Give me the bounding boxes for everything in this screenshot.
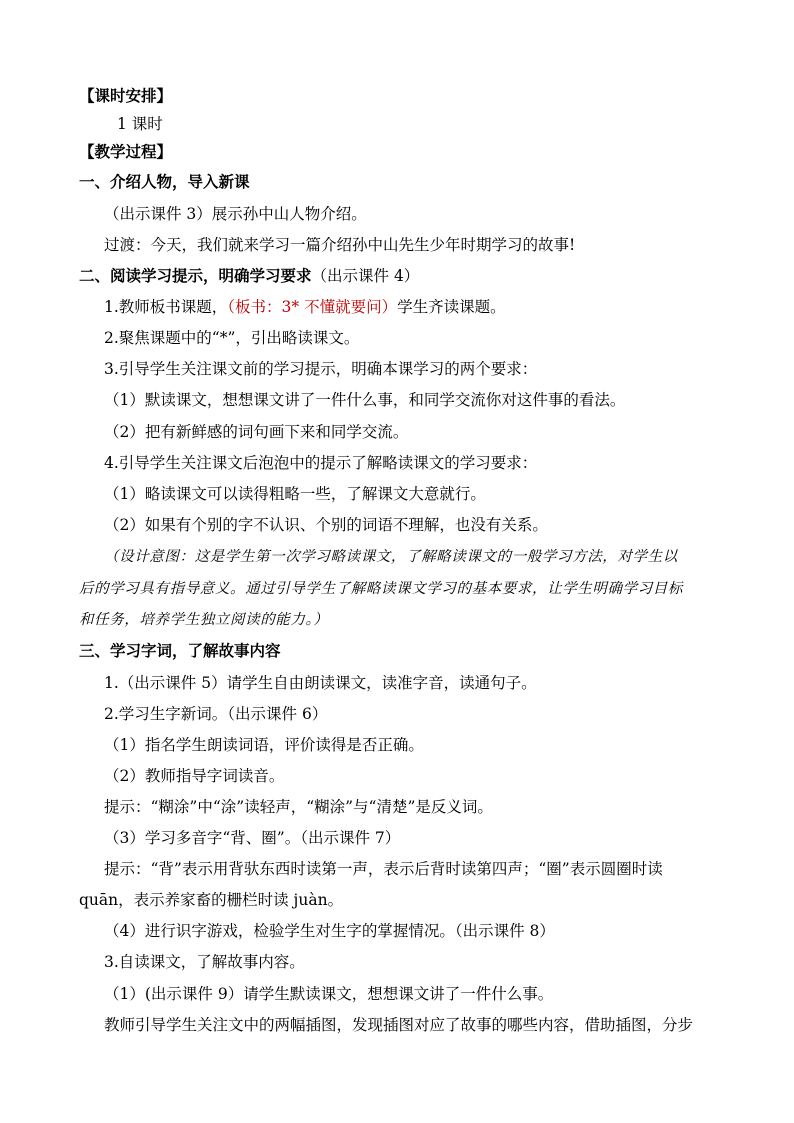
blackboard-note: （板书：3* 不懂就要问） [227, 298, 398, 316]
part3-title: 三、学习字词，了解故事内容 [79, 642, 281, 660]
part3-item1: 1.（出示课件 5）请学生自由朗读课文，读准字音，读通句子。 [104, 674, 537, 692]
part1-title: 一、介绍人物，导入新课 [79, 173, 250, 191]
part3-item3-a: （1）(出示课件 9）请学生默读课文，想想课文讲了一件什么事。 [104, 985, 554, 1003]
part2-title-tail: （出示课件 4） [311, 267, 420, 285]
part3-item2-d: （4）进行识字游戏，检验学生对生字的掌握情况。（出示课件 8） [104, 922, 555, 940]
part2-item2: 2.聚焦课题中的“*”，引出略读课文。 [104, 329, 360, 347]
part3-hint1: 提示：“糊涂”中“涂”读轻声，“糊涂”与“清楚”是反义词。 [104, 798, 493, 816]
part2-item1-post: 学生齐读课题。 [397, 298, 506, 316]
part1-line1: （出示课件 3）展示孙中山人物介绍。 [104, 205, 367, 223]
part3-item3-b: 教师引导学生关注文中的两幅插图，发现插图对应了故事的哪些内容，借助插图，分步 [104, 1016, 694, 1034]
part2-title [79, 266, 419, 286]
part3-item2: 2.学习生字新词。（出示课件 6） [104, 705, 328, 723]
part2-item4: 4.引导学生关注课文后泡泡中的提示了解略读课文的学习要求： [104, 454, 538, 472]
part2-item3-b: （2）把有新鲜感的词句画下来和同学交流。 [104, 423, 409, 441]
part2-item4-b: （2）如果有个别的字不认识、个别的词语不理解，也没有关系。 [104, 516, 548, 534]
part2-title-main: 二、阅读学习提示，明确学习要求 [79, 267, 312, 285]
schedule-value: 1 课时 [117, 115, 163, 133]
part3-item2-b: （2）教师指导字词读音。 [104, 767, 285, 785]
part2-item4-a: （1）略读课文可以读得粗略一些，了解课文大意就行。 [104, 485, 486, 503]
part3-hint2-line2: quān，表示养家畜的栅栏时读 juàn。 [79, 891, 344, 909]
part3-hint2-line1: 提示：“背”表示用背驮东西时读第一声，表示后背时读第四声；“圈”表示圆圈时读 [104, 860, 663, 878]
part2-item3-a: （1）默读课文，想想课文讲了一件什么事，和同学交流你对这件事的看法。 [104, 391, 626, 409]
design-note-line2: 后的学习具有指导意义。通过引导学生了解略读课文学习的基本要求，让学生明确学习目标 [79, 581, 683, 597]
part1-line2: 过渡：今天，我们就来学习一篇介绍孙中山先生少年时期学习的故事! [104, 236, 576, 254]
part3-item3: 3.自读课文，了解故事内容。 [104, 953, 305, 971]
part3-item2-c: （3）学习多音字“背、圈”。（出示课件 7） [104, 829, 401, 847]
section-heading-process: 【教学过程】 [79, 143, 173, 161]
part2-item1 [104, 297, 506, 317]
design-note-line1: （设计意图：这是学生第一次学习略读课文，了解略读课文的一般学习方法，对学生以 [104, 549, 678, 565]
part3-item2-a: （1）指名学生朗读词语，评价读得是否正确。 [104, 736, 424, 754]
design-note-line3: 和任务，培养学生独立阅读的能力。） [79, 612, 329, 628]
part2-item1-pre: 1.教师板书课题， [104, 298, 228, 316]
part2-item3: 3.引导学生关注课文前的学习提示，明确本课学习的两个要求： [104, 360, 538, 378]
section-heading-schedule: 【课时安排】 [79, 87, 173, 105]
